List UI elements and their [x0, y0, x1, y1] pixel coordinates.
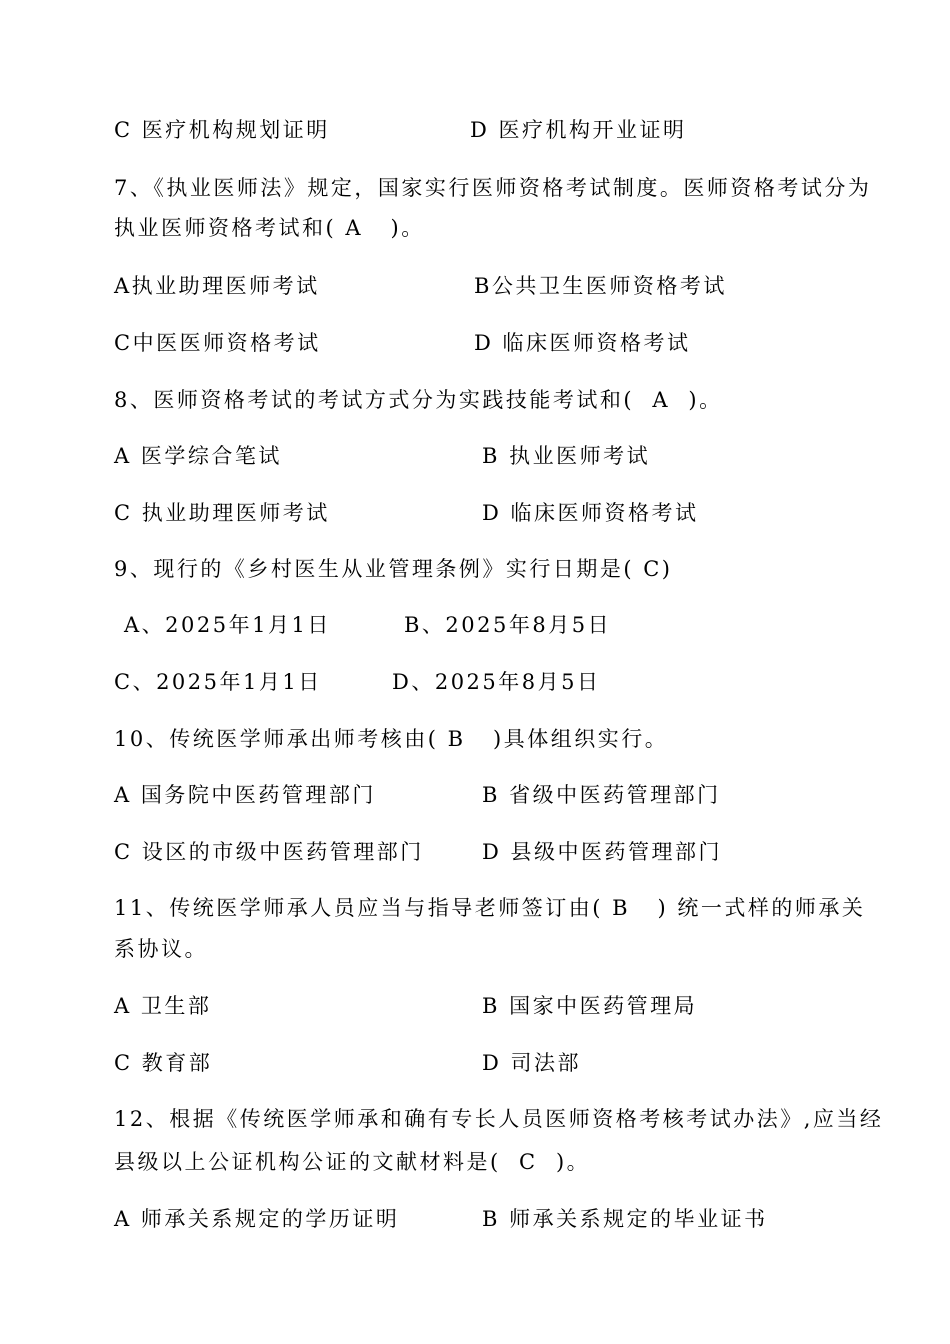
q6-option-c: C 医疗机构规划证明 — [114, 118, 330, 142]
q11-option-b: B 国家中医药管理局 — [482, 994, 698, 1018]
q6-option-d: D 医疗机构开业证明 — [470, 118, 687, 142]
q11-stem-line1: 11、传统医学师承人员应当与指导老师签订由( B ) 统一式样的师承关 — [114, 896, 866, 920]
q7-option-d: D 临床医师资格考试 — [474, 331, 691, 355]
q7-option-a: A执业助理医师考试 — [114, 274, 320, 298]
q10-option-a: A 国务院中医药管理部门 — [114, 783, 376, 807]
q10-option-d: D 县级中医药管理部门 — [482, 840, 723, 864]
q9-option-b: B、2025年8月5日 — [404, 613, 612, 637]
q8-stem: 8、医师资格考试的考试方式分为实践技能考试和( A )。 — [114, 388, 723, 412]
q12-stem-line1: 12、根据《传统医学师承和确有专长人员医师资格考核考试办法》,应当经 — [114, 1107, 884, 1131]
q8-option-d: D 临床医师资格考试 — [482, 501, 699, 525]
q11-stem-line2: 系协议。 — [114, 937, 208, 961]
q8-option-a: A 医学综合笔试 — [114, 444, 282, 468]
q12-option-a: A 师承关系规定的学历证明 — [114, 1207, 400, 1231]
q12-stem-line2: 县级以上公证机构公证的文献材料是( C )。 — [114, 1150, 591, 1174]
q10-stem: 10、传统医学师承出师考核由( B )具体组织实行。 — [114, 727, 669, 751]
q10-option-b: B 省级中医药管理部门 — [482, 783, 721, 807]
q7-stem-line2: 执业医师资格考试和( A )。 — [114, 216, 425, 240]
q7-option-c: C中医医师资格考试 — [114, 331, 321, 355]
q12-option-b: B 师承关系规定的毕业证书 — [482, 1207, 768, 1231]
q11-option-d: D 司法部 — [482, 1051, 582, 1075]
q9-option-c: C、2025年1月1日 — [114, 670, 322, 694]
q8-option-b: B 执业医师考试 — [482, 444, 651, 468]
q7-option-b: B公共卫生医师资格考试 — [474, 274, 727, 298]
q9-option-d: D、2025年8月5日 — [392, 670, 601, 694]
q11-option-a: A 卫生部 — [114, 994, 212, 1018]
q10-option-c: C 设区的市级中医药管理部门 — [114, 840, 424, 864]
q9-stem: 9、现行的《乡村医生从业管理条例》实行日期是( C) — [114, 557, 673, 581]
q9-option-a: A、2025年1月1日 — [124, 613, 331, 637]
q11-option-c: C 教育部 — [114, 1051, 213, 1075]
q7-stem-line1: 7、《执业医师法》规定，国家实行医师资格考试制度。医师资格考试分为 — [114, 176, 872, 200]
q8-option-c: C 执业助理医师考试 — [114, 501, 330, 525]
